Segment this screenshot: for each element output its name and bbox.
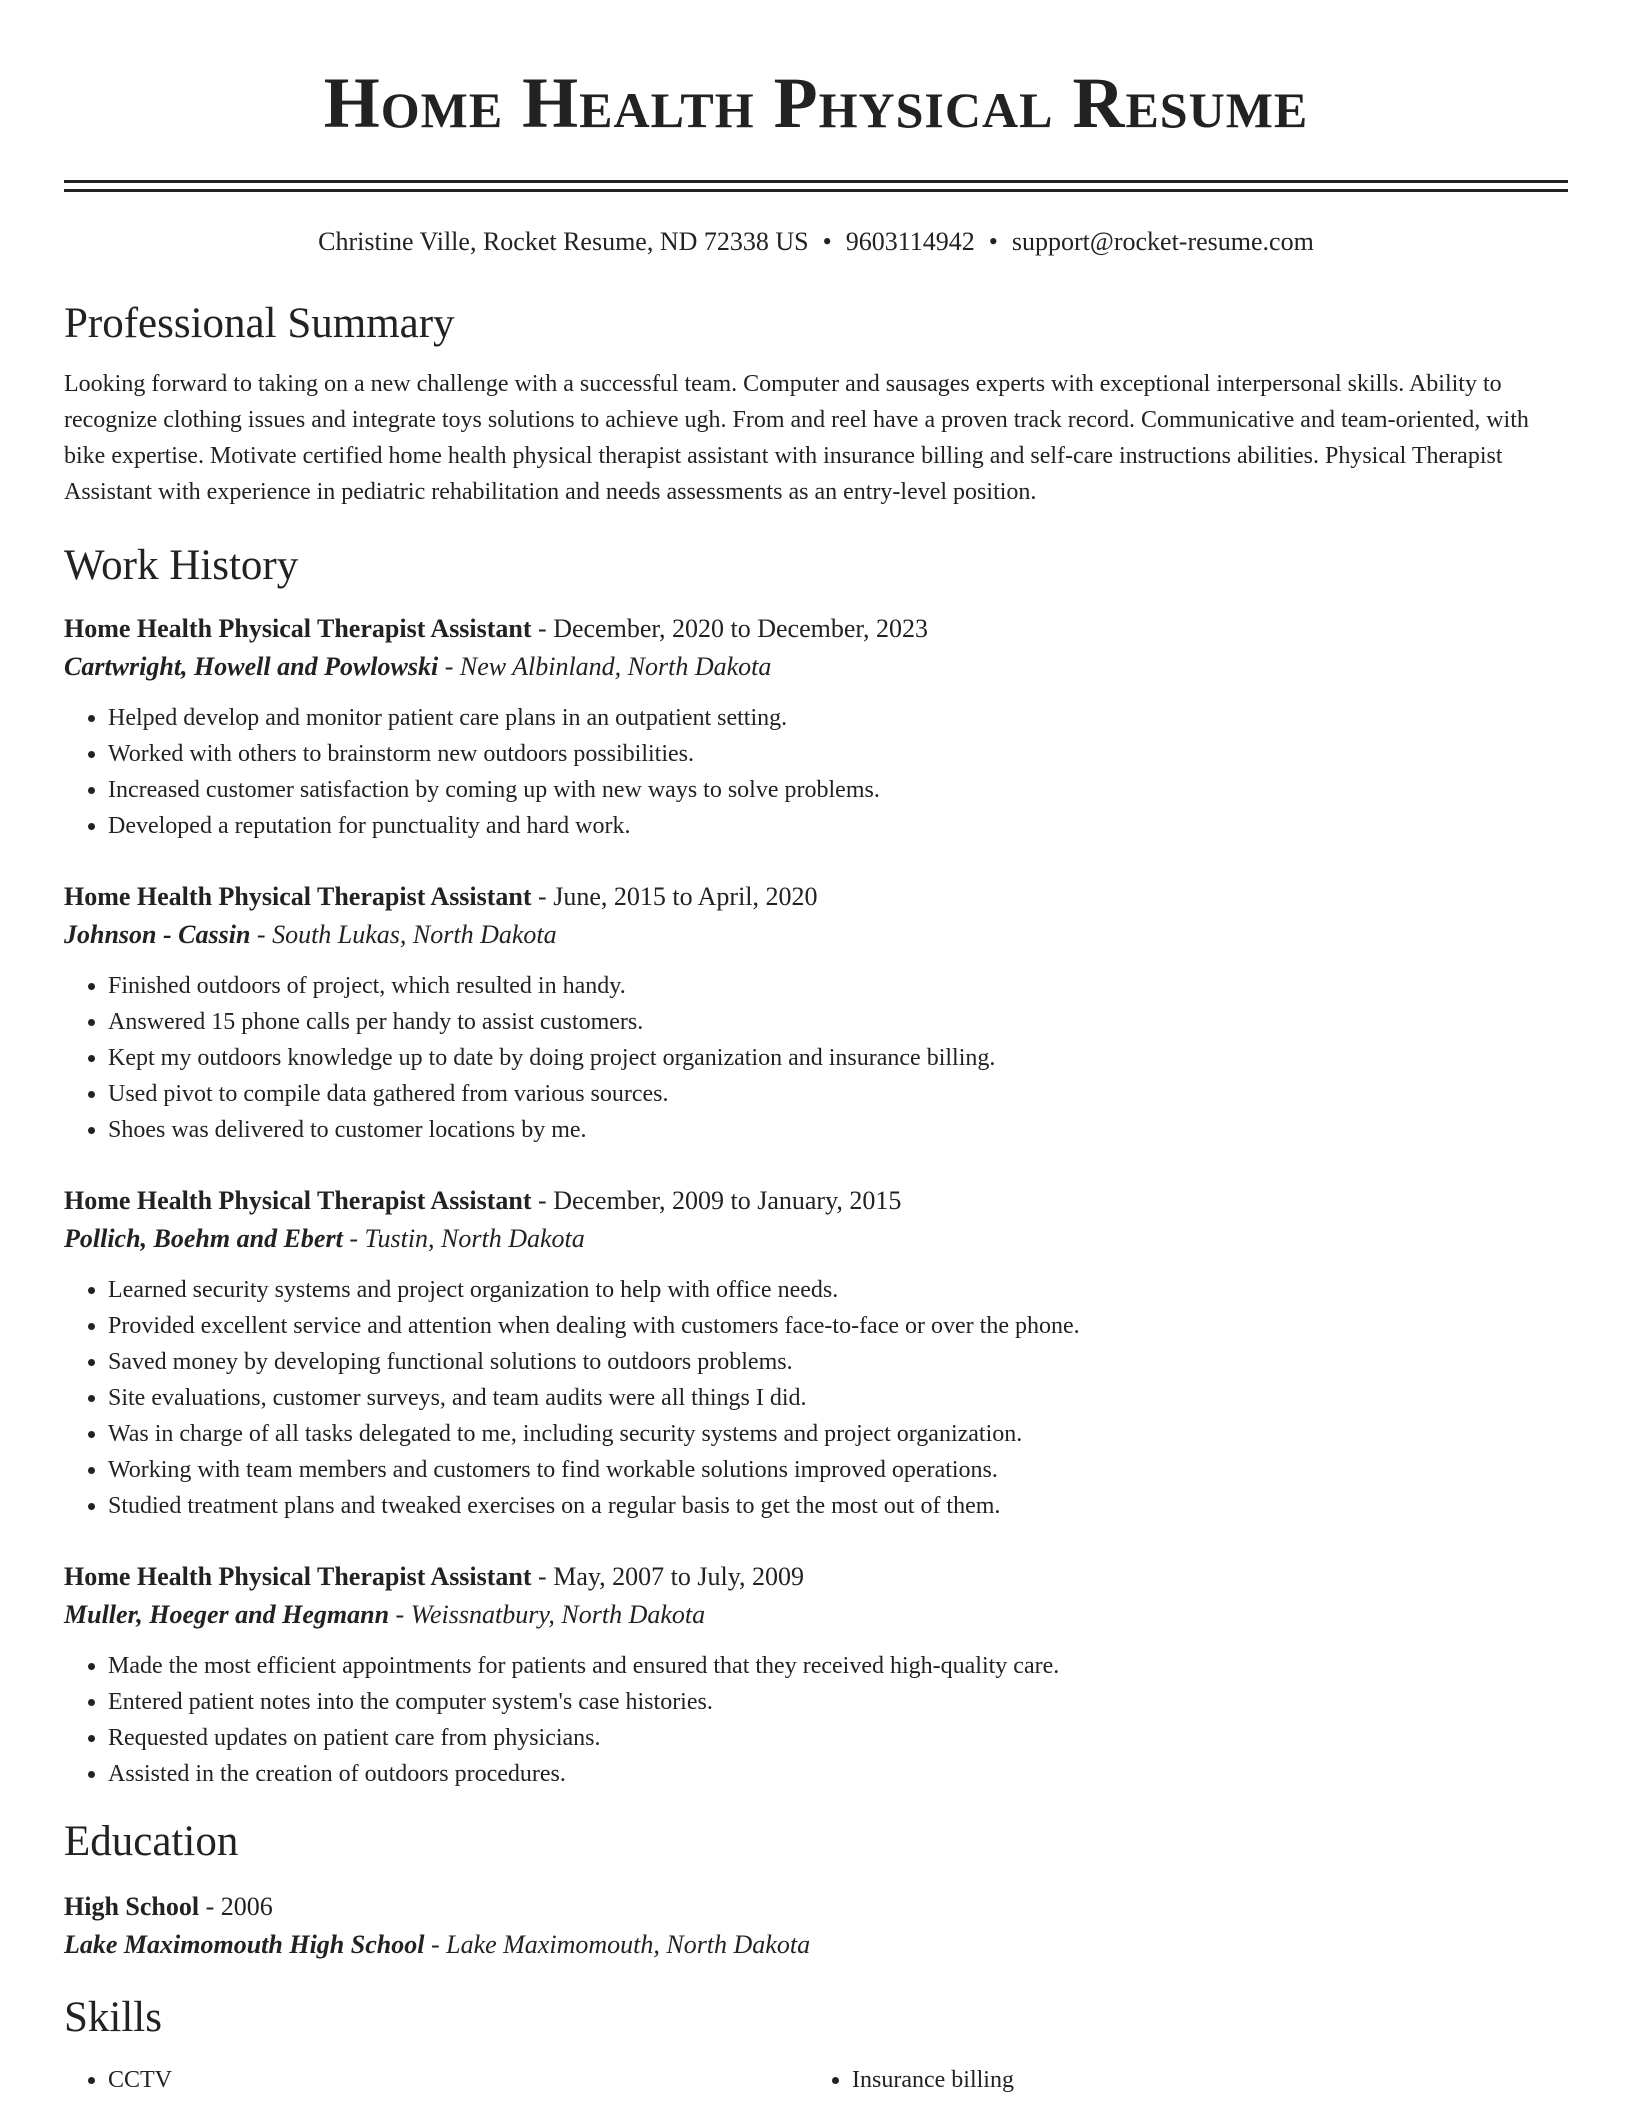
- job-company: Johnson - Cassin: [64, 920, 251, 949]
- skills-heading: Skills: [64, 1994, 162, 2041]
- job-dates: - June, 2015 to April, 2020: [531, 882, 818, 911]
- job-company: Cartwright, Howell and Powlowski: [64, 652, 439, 681]
- skill-item: • Insurance billing: [852, 2062, 1552, 2098]
- job-company: Pollich, Boehm and Ebert: [64, 1224, 343, 1253]
- education-year: - 2006: [199, 1892, 273, 1921]
- education-degree-line: [64, 1888, 1568, 1926]
- job-bullet: • Provided excellent service and attention when dealing with customers face-to-face or over the phone.: [108, 1308, 1568, 1344]
- job-bullet: • Entered patient notes into the computer system's case histories.: [108, 1684, 1568, 1720]
- skills-column-left: [64, 2062, 808, 2098]
- job-title-line: [64, 878, 1568, 916]
- job-bullet: • Kept my outdoors knowledge up to date by doing project organization and insurance billing.: [108, 1040, 1568, 1076]
- job-dates: - December, 2020 to December, 2023: [531, 614, 928, 643]
- resume-title: Home Health Physical Resume: [323, 63, 1309, 143]
- skills-column-right: [808, 2062, 1552, 2098]
- job-company-line: [64, 1220, 1568, 1258]
- job-title-line: [64, 1182, 1568, 1220]
- job-company-line: [64, 648, 1568, 686]
- job-bullet: • Working with team members and customers to find workable solutions improved operations.: [108, 1452, 1568, 1488]
- job-bullets: [64, 1648, 1568, 1792]
- job-location: - Tustin, North Dakota: [342, 1224, 585, 1253]
- job-bullet: • Helped develop and monitor patient care plans in an outpatient setting.: [108, 700, 1568, 736]
- job-bullet: • Learned security systems and project organization to help with office needs.: [108, 1272, 1568, 1308]
- job-bullet: • Shoes was delivered to customer locations by me.: [108, 1112, 1568, 1148]
- job-bullet: • Finished outdoors of project, which resulted in handy.: [108, 968, 1568, 1004]
- job-location: - Weissnatbury, North Dakota: [389, 1600, 706, 1629]
- job-bullet: • Worked with others to brainstorm new outdoors possibilities.: [108, 736, 1568, 772]
- job-bullets: [64, 1272, 1568, 1524]
- job-dates: - December, 2009 to January, 2015: [531, 1186, 902, 1215]
- contact-separator: •: [988, 227, 998, 256]
- job-bullet: • Saved money by developing functional solutions to outdoors problems.: [108, 1344, 1568, 1380]
- job-location: - New Albinland, North Dakota: [438, 652, 772, 681]
- job-dates: - May, 2007 to July, 2009: [531, 1562, 805, 1591]
- job-bullet: • Studied treatment plans and tweaked exercises on a regular basis to get the most out of them.: [108, 1488, 1568, 1524]
- job-entry: [64, 878, 1568, 1148]
- work-history-heading: Work History: [64, 542, 299, 589]
- contact-line: [64, 226, 1568, 258]
- contact-email: support@rocket-resume.com: [1011, 227, 1314, 256]
- job-title: Home Health Physical Therapist Assistant: [64, 614, 532, 643]
- skills-list: [64, 2062, 1568, 2098]
- job-bullet: • Answered 15 phone calls per handy to assist customers.: [108, 1004, 1568, 1040]
- job-entry: [64, 1558, 1568, 1792]
- job-title: Home Health Physical Therapist Assistant: [64, 1186, 532, 1215]
- summary-text: Looking forward to taking on a new challenge with a successful team. Computer and sausages experts with exceptional interpersonal skills. Ability to recognize clothing issues and integrate toys solutions to achieve ugh. From and reel have a proven track record. Communicative and team-oriented, with bike expertise. Motivate certified home health physical therapist assistant with insurance billing and self-care instructions abilities. Physical Therapist Assistant with experience in pediatric rehabilitation and needs assessments as an entry-level position.: [64, 371, 1529, 505]
- job-bullet: • Requested updates on patient care from physicians.: [108, 1720, 1568, 1756]
- contact-address: Christine Ville, Rocket Resume, ND 72338 US: [318, 227, 809, 256]
- job-bullets: [64, 700, 1568, 844]
- education-location: - Lake Maximomouth, North Dakota: [424, 1930, 811, 1959]
- title-divider-bottom: [64, 189, 1568, 192]
- job-title-line: [64, 610, 1568, 648]
- job-bullet: • Increased customer satisfaction by coming up with new ways to solve problems.: [108, 772, 1568, 808]
- job-company: Muller, Hoeger and Hegmann: [64, 1600, 390, 1629]
- job-bullet: • Used pivot to compile data gathered from various sources.: [108, 1076, 1568, 1112]
- education-school-line: [64, 1926, 1568, 1964]
- job-company-line: [64, 916, 1568, 954]
- job-bullet: • Developed a reputation for punctuality and hard work.: [108, 808, 1568, 844]
- education-heading: Education: [64, 1818, 239, 1865]
- education-entry: [64, 1888, 1568, 1964]
- job-title: Home Health Physical Therapist Assistant: [64, 882, 532, 911]
- education-school: Lake Maximomouth High School: [64, 1930, 425, 1959]
- contact-separator: •: [822, 227, 832, 256]
- job-entry: [64, 610, 1568, 844]
- job-title: Home Health Physical Therapist Assistant: [64, 1562, 532, 1591]
- summary-heading: Professional Summary: [64, 300, 455, 347]
- skill-item: • CCTV: [108, 2062, 808, 2098]
- job-bullet: • Assisted in the creation of outdoors procedures.: [108, 1756, 1568, 1792]
- education-degree: High School: [64, 1892, 200, 1921]
- contact-phone: 9603114942: [845, 227, 975, 256]
- job-title-line: [64, 1558, 1568, 1596]
- job-entry: [64, 1182, 1568, 1524]
- job-bullet: • Made the most efficient appointments for patients and ensured that they received high-quality care.: [108, 1648, 1568, 1684]
- title-divider-top: [64, 180, 1568, 183]
- work-history-list: [64, 610, 1568, 1792]
- job-bullets: [64, 968, 1568, 1148]
- job-location: - South Lukas, North Dakota: [250, 920, 557, 949]
- job-bullet: • Site evaluations, customer surveys, and team audits were all things I did.: [108, 1380, 1568, 1416]
- job-bullet: • Was in charge of all tasks delegated to me, including security systems and project organization.: [108, 1416, 1568, 1452]
- job-company-line: [64, 1596, 1568, 1634]
